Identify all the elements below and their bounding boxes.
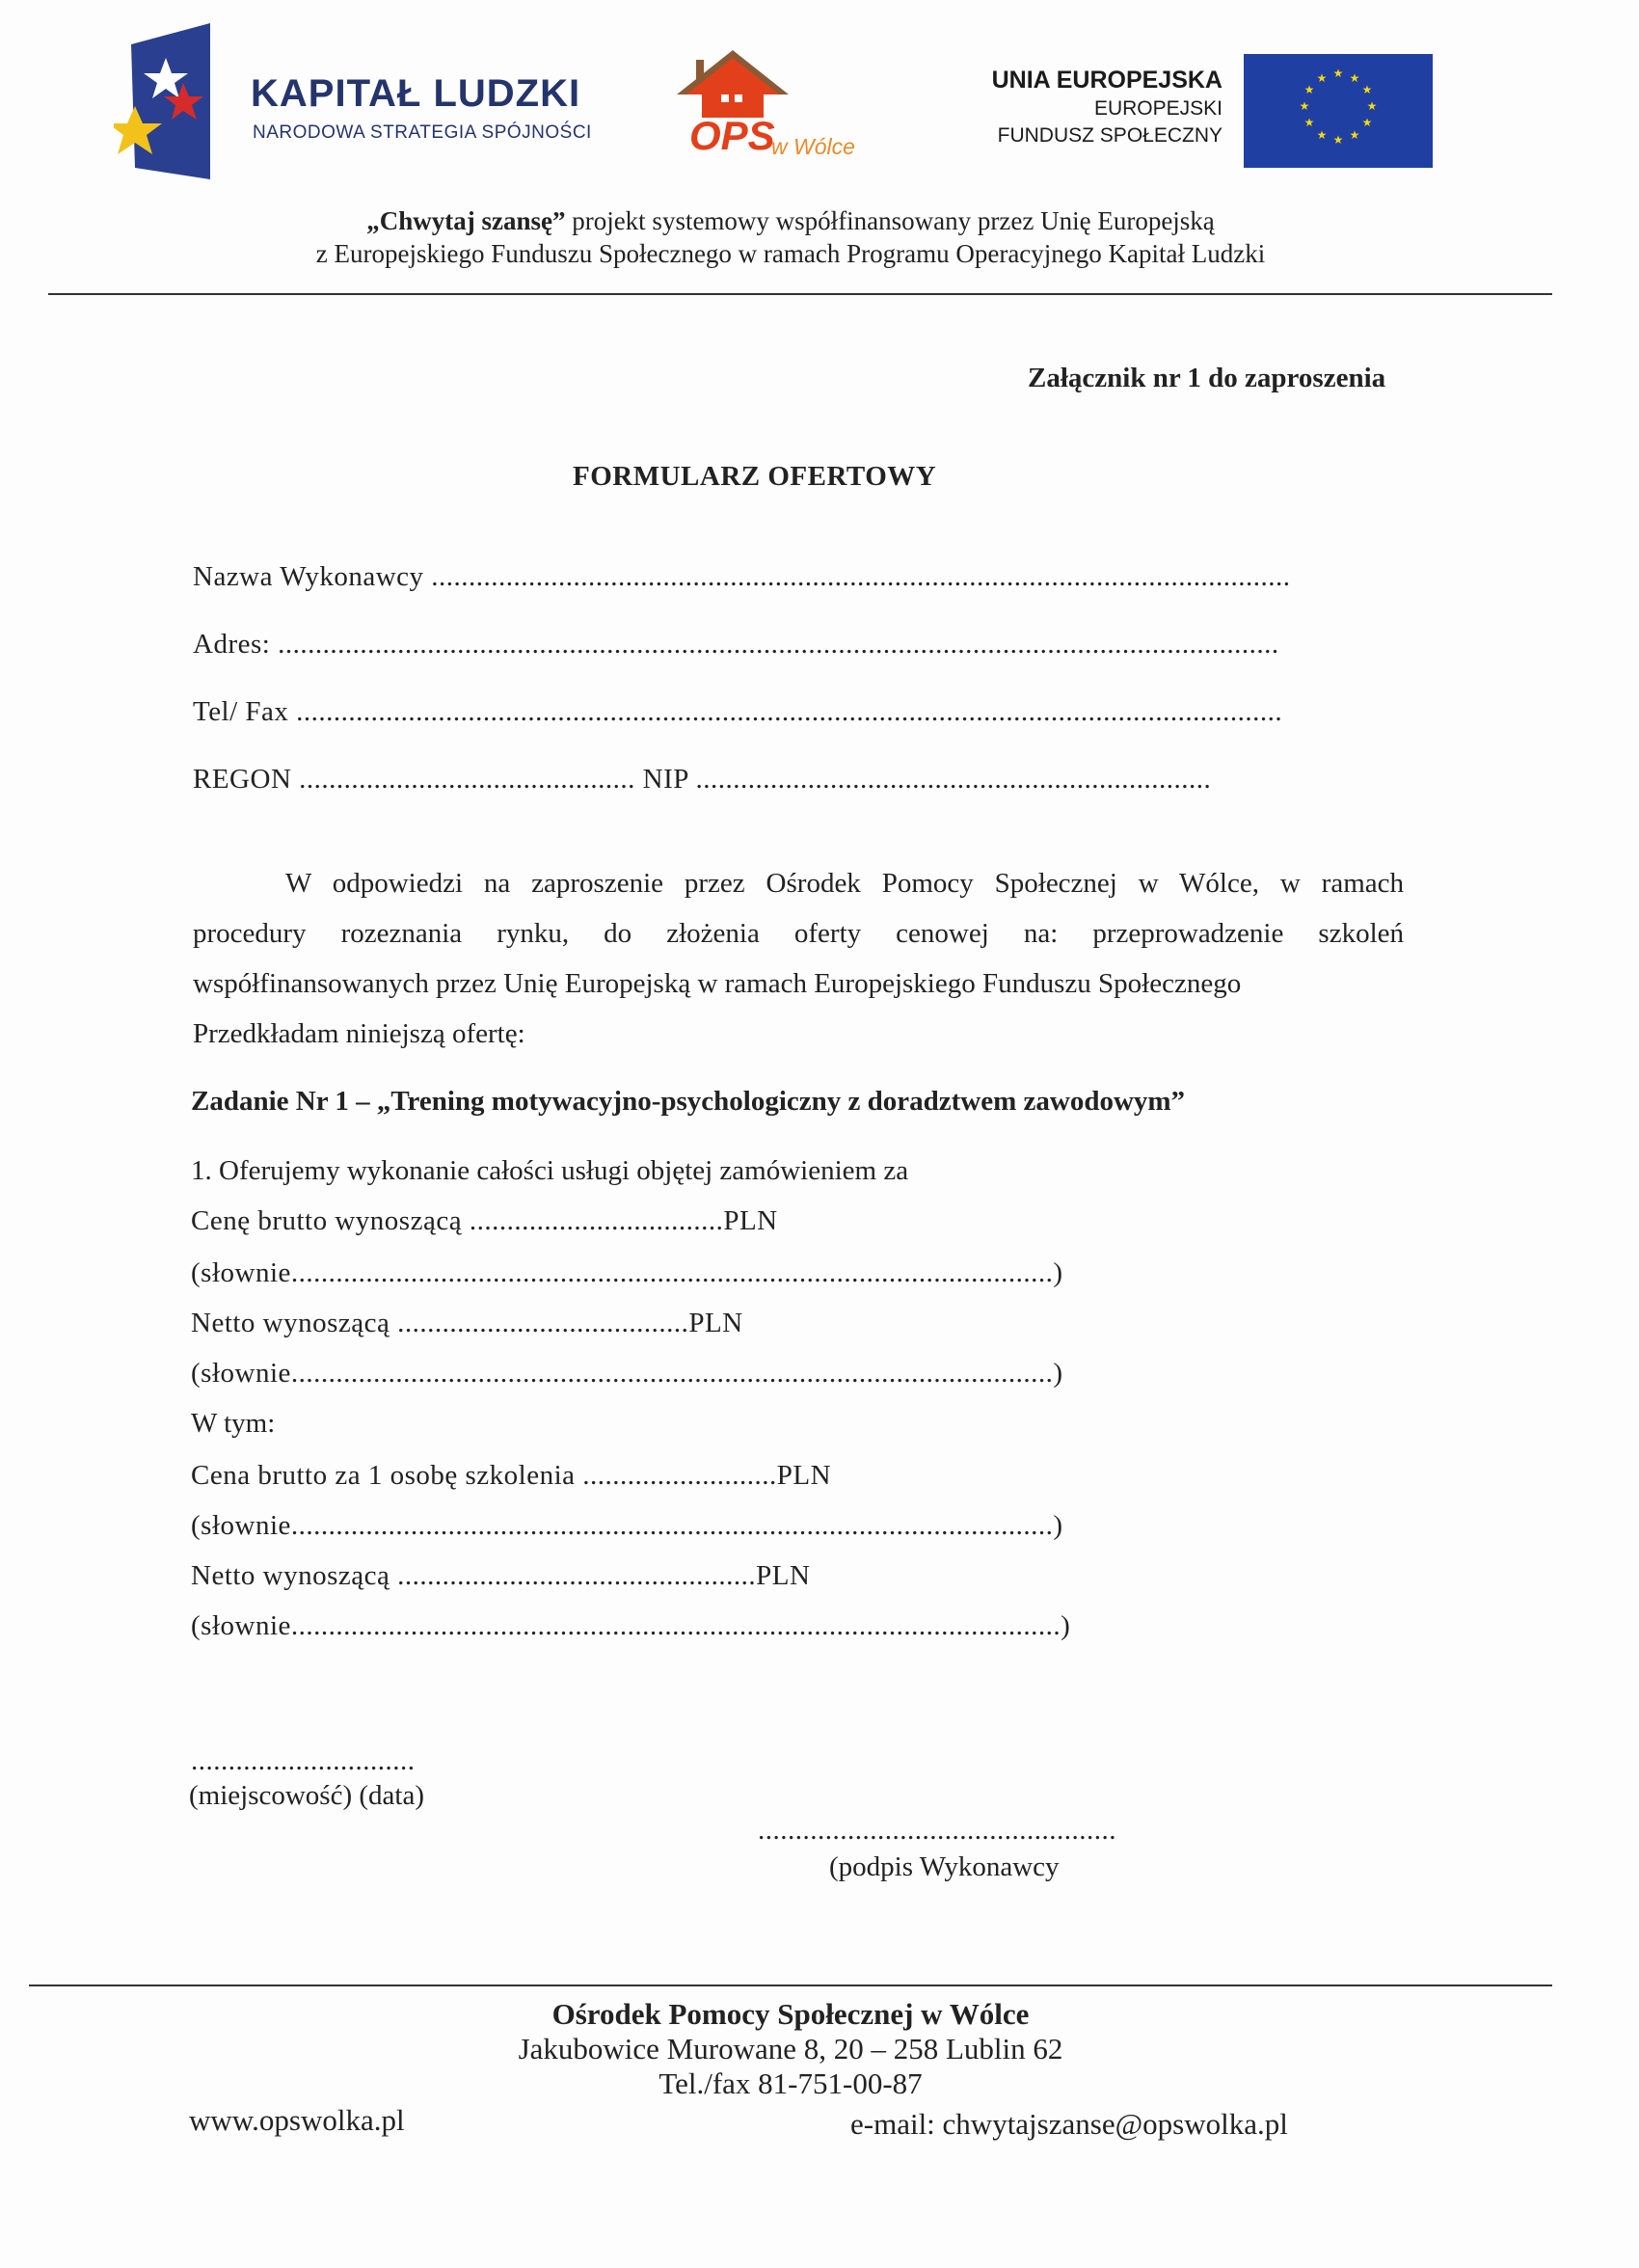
intro-line-2: procedury rozeznania rynku, do złożenia oferty cenowej na: przeprowadzenie szkoleń <box>193 918 1404 949</box>
place-date-label: (miejscowość) (data) <box>189 1780 424 1811</box>
field-net-price-words[interactable]: (słownie......................................................................................................) <box>191 1358 1063 1389</box>
project-line-1 <box>0 204 1581 237</box>
footer-org-name: Ośrodek Pomocy Społecznej w Wólce <box>551 1997 1030 2031</box>
offer-line-1: 1. Oferujemy wykonanie całości usługi objętej zamówieniem za <box>191 1155 909 1186</box>
svg-text:★: ★ <box>1349 128 1360 142</box>
svg-text:★: ★ <box>1361 83 1373 96</box>
ops-logo-subtext: w Wólce <box>771 134 855 159</box>
eu-flag-icon <box>1244 54 1433 168</box>
field-net-price[interactable]: Netto wynoszącą .......................................PLN <box>191 1308 743 1338</box>
intro-line-1: W odpowiedzi na zaproszenie przez Ośrodek Pomocy Społecznej w Wólce, w ramach <box>285 868 1404 899</box>
task-title: Zadanie Nr 1 – „Trening motywacyjno-psychologiczny z doradztwem zawodowym” <box>191 1086 1186 1117</box>
eu-fund-line2: FUNDUSZ SPOŁECZNY <box>997 124 1223 147</box>
svg-text:★: ★ <box>1316 71 1328 85</box>
svg-text:★: ★ <box>1361 116 1373 129</box>
intro-line-4: Przedkładam niniejszą ofertę: <box>193 1018 525 1049</box>
footer-divider <box>29 1984 1552 1986</box>
offer-including: W tym: <box>191 1408 276 1439</box>
field-gross-price-words[interactable]: (słownie......................................................................................................) <box>191 1257 1063 1288</box>
field-gross-per-person-words[interactable]: (słownie......................................................................................................) <box>191 1510 1063 1541</box>
form-title: FORMULARZ OFERTOWY <box>573 461 937 492</box>
annex-label: Załącznik nr 1 do zaproszenia <box>1028 363 1386 393</box>
field-regon-nip[interactable]: REGON ............................................. NIP ..................................................................... <box>193 764 1212 795</box>
ops-logo-text: OPS <box>689 113 775 158</box>
field-gross-price[interactable]: Cenę brutto wynoszącą ..................................PLN <box>191 1205 778 1236</box>
project-line-2: z Europejskiego Funduszu Społecznego w ramach Programu Operacyjnego Kapitał Ludzki <box>315 239 1266 268</box>
footer-website[interactable]: www.opswolka.pl <box>189 2103 405 2137</box>
eu-title: UNIA EUROPEJSKA <box>991 67 1223 94</box>
header-divider <box>48 293 1552 295</box>
svg-text:★: ★ <box>1303 83 1315 96</box>
ops-house-logo <box>675 50 791 120</box>
field-net-per-person-words[interactable]: (słownie.......................................................................................................) <box>191 1610 1071 1641</box>
svg-text:★: ★ <box>1349 71 1360 85</box>
field-phone-fax[interactable]: Tel/ Fax .................................................................................................................................... <box>193 696 1283 727</box>
kapital-ludzki-title: KAPITAŁ LUDZKI <box>251 72 581 115</box>
footer-address: Jakubowice Murowane 8, 20 – 258 Lublin 62 <box>518 2032 1063 2066</box>
project-name: „Chwytaj szansę” <box>366 206 566 235</box>
svg-text:★: ★ <box>1366 99 1378 113</box>
kapital-ludzki-logo <box>114 23 210 179</box>
kapital-ludzki-subtitle: NARODOWA STRATEGIA SPÓJNOŚCI <box>253 122 592 143</box>
svg-text:★: ★ <box>1303 116 1315 129</box>
signature-line[interactable]: ................................................ <box>758 1815 1116 1846</box>
field-contractor-name[interactable]: Nazwa Wykonawcy ................................................................................................................... <box>193 561 1291 592</box>
field-address[interactable]: Adres: ...................................................................................................................................... <box>193 629 1279 660</box>
signature-label: (podpis Wykonawcy <box>829 1851 1060 1882</box>
project-line-1-text: projekt systemowy współfinansowany przez Unię Europejską <box>565 206 1215 235</box>
eu-fund-line1: EUROPEJSKI <box>1093 97 1223 120</box>
footer-phone: Tel./fax 81-751-00-87 <box>658 2066 923 2100</box>
svg-text:★: ★ <box>1299 99 1310 113</box>
svg-text:★: ★ <box>1332 67 1344 80</box>
svg-text:★: ★ <box>1332 133 1344 147</box>
field-net-per-person[interactable]: Netto wynoszącą ................................................PLN <box>191 1560 811 1591</box>
place-date-line[interactable]: .............................. <box>191 1745 416 1776</box>
field-gross-per-person[interactable]: Cena brutto za 1 osobę szkolenia ..........................PLN <box>191 1460 832 1491</box>
intro-line-3: współfinansowanych przez Unię Europejską w ramach Europejskiego Funduszu Społecznego <box>193 968 1242 999</box>
svg-text:★: ★ <box>1316 128 1328 142</box>
footer-email[interactable]: e-mail: chwytajszanse@opswolka.pl <box>850 2107 1288 2141</box>
